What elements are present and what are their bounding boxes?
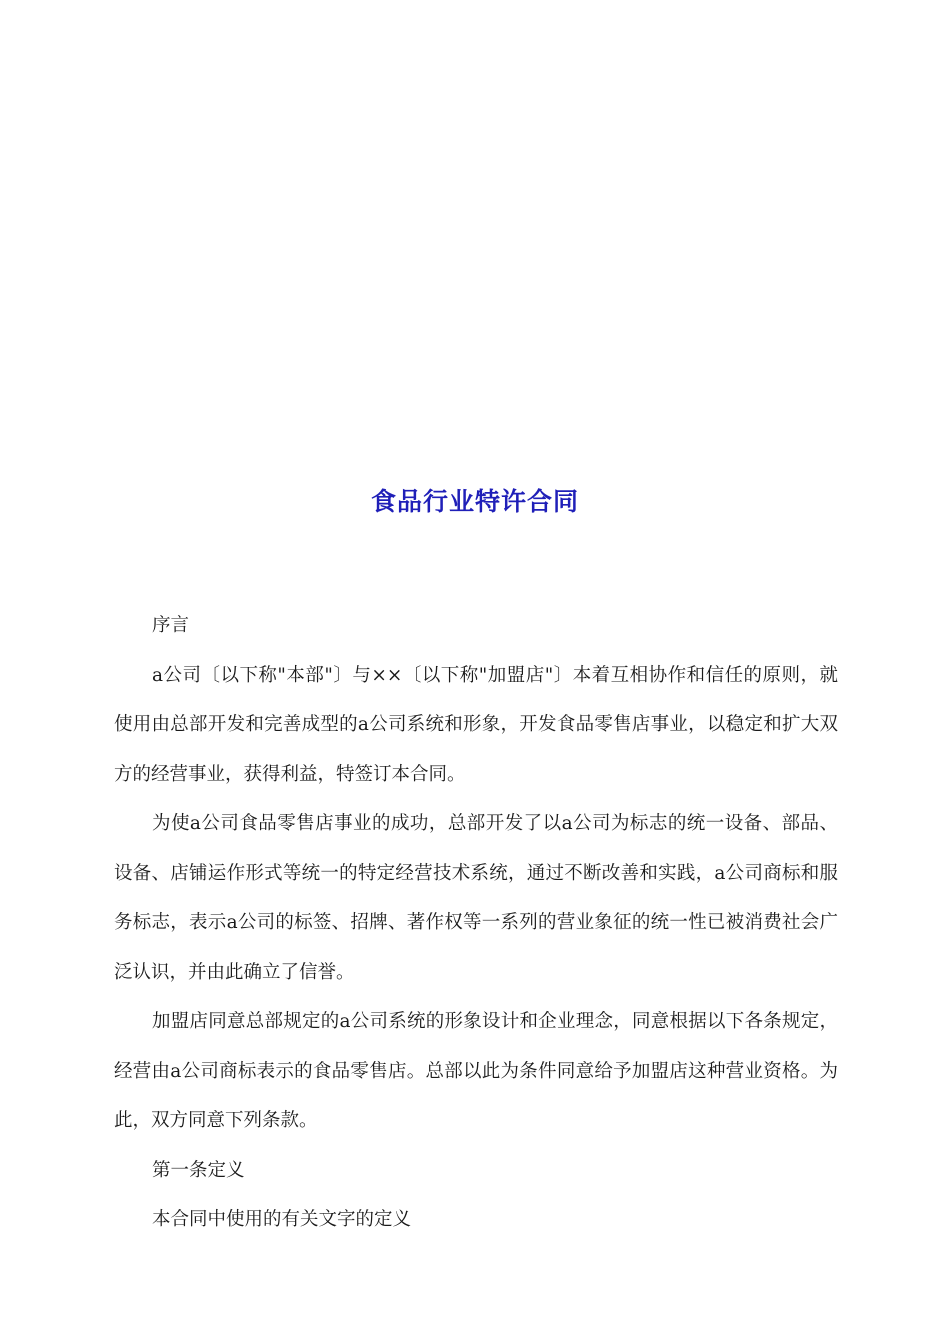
paragraph-definitions-intro: 本合同中使用的有关文字的定义 <box>152 1209 412 1230</box>
paragraph-preface-heading: 序言 <box>152 615 190 636</box>
paragraph-article-one-heading: 第一条定义 <box>152 1159 245 1181</box>
paragraph-background: 为使a公司食品零售店事业的成功，总部开发了以a公司为标志的统一设备、部品、设备、店铺运作形式等统一的特定经营技术系统，通过不断改善和实践，a公司商标和服务标志，表示a公司的标签、招牌、著作权等一系列的营业象征的统一性已被消费社会广泛认识，并由此确立了信誉。 <box>114 813 838 983</box>
document-body <box>114 601 838 1245</box>
document-title: 食品行业特许合同 <box>370 487 579 516</box>
paragraph-parties: a公司〔以下称"本部"〕与××〔以下称"加盟店"〕本着互相协作和信任的原则，就使用由总部开发和完善成型的a公司系统和形象，开发食品零售店事业，以稳定和扩大双方的经营事业，获得利益，特签订本合同。 <box>114 664 838 785</box>
paragraph-agreement: 加盟店同意总部规定的a公司系统的形象设计和企业理念，同意根据以下各条规定，经营由a公司商标表示的食品零售店。总部以此为条件同意给予加盟店这种营业资格。为此，双方同意下列条款。 <box>114 1011 838 1131</box>
